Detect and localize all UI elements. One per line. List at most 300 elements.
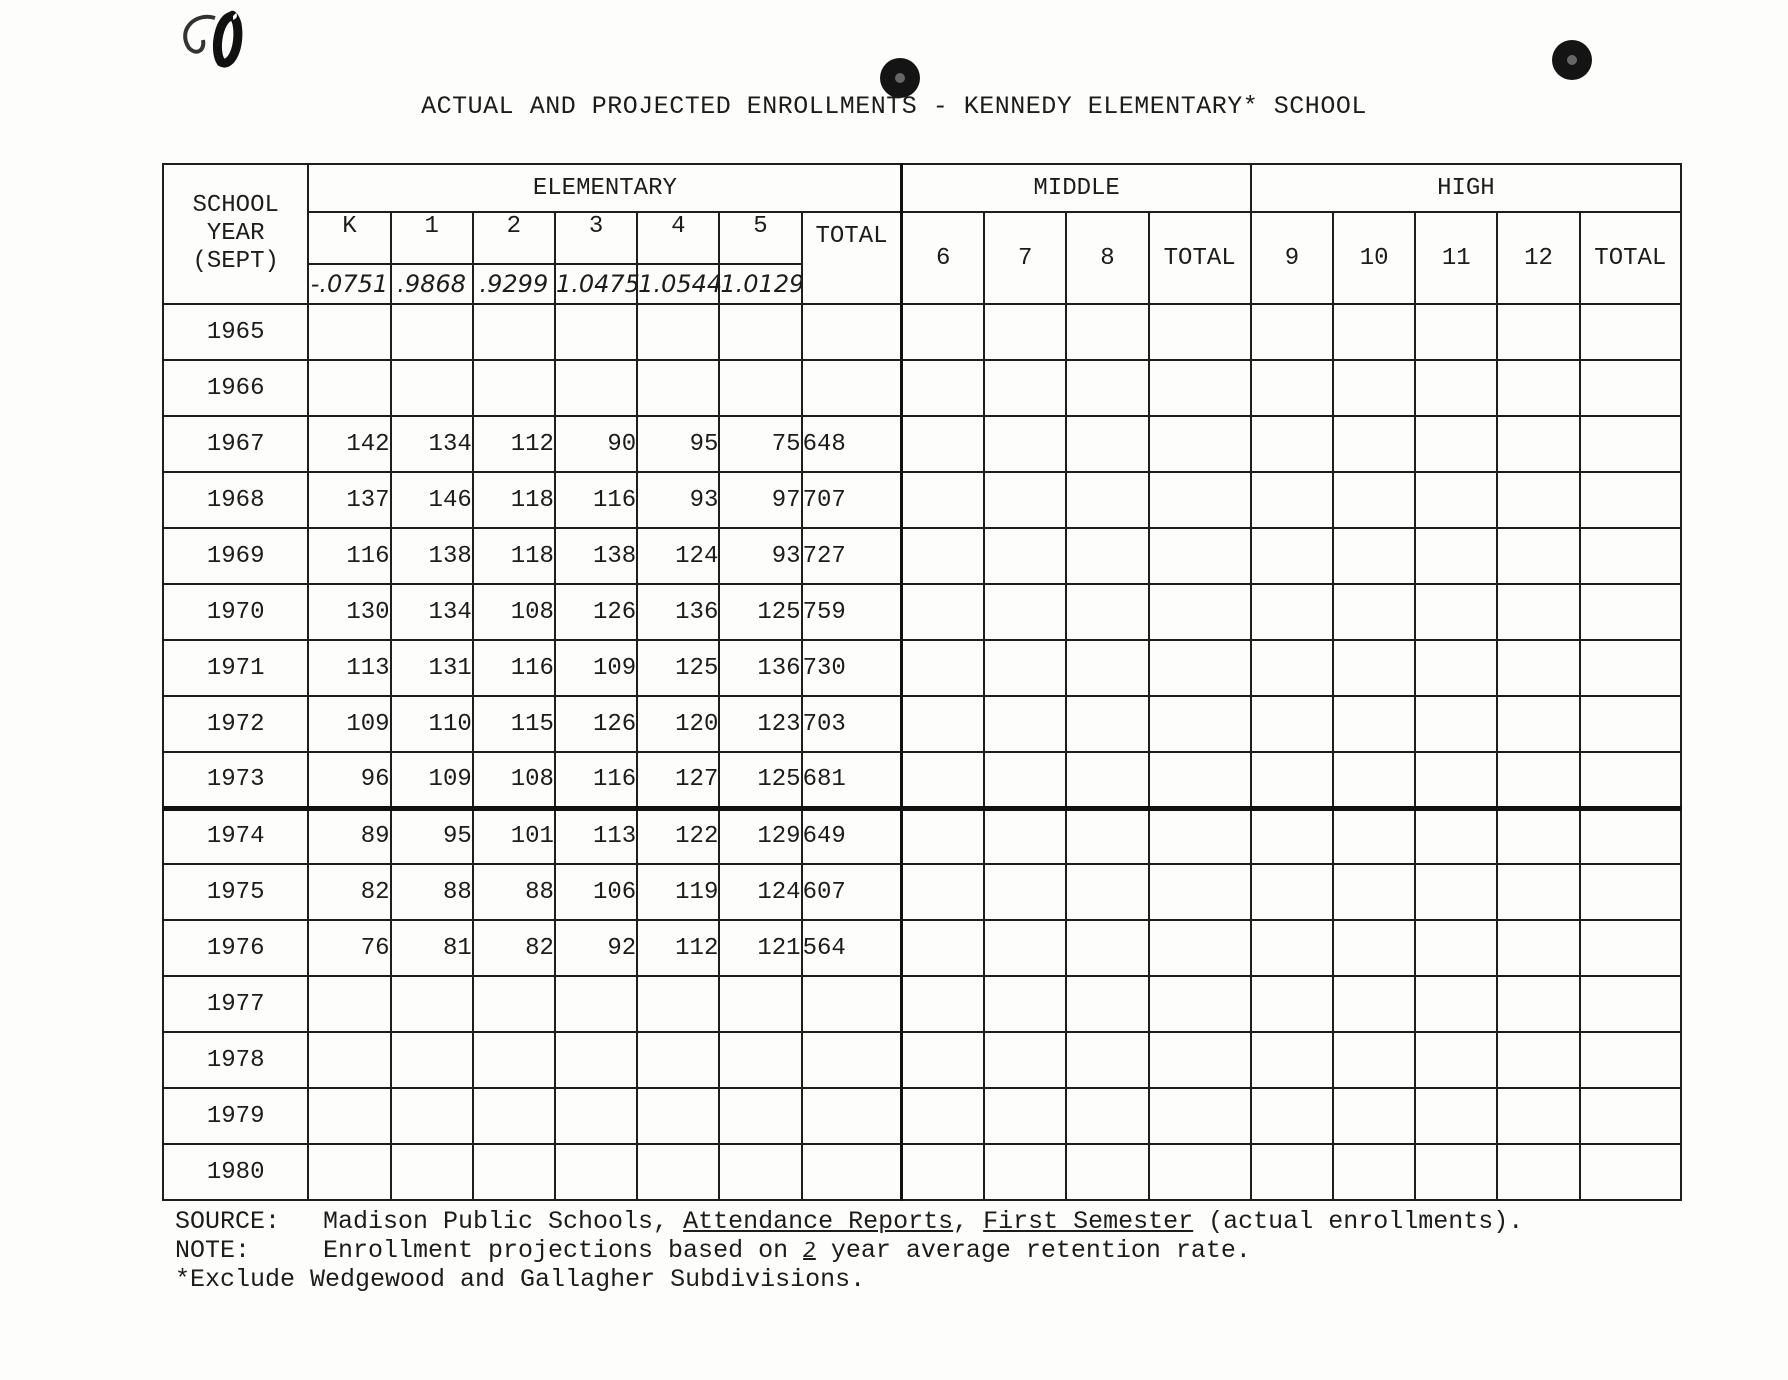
enrollment-cell [719, 976, 801, 1032]
elementary-total-cell [802, 1032, 902, 1088]
empty-cell [1333, 1088, 1415, 1144]
empty-cell [1497, 584, 1579, 640]
empty-cell [902, 416, 984, 472]
empty-cell [1415, 752, 1497, 808]
enrollment-cell: 129 [719, 808, 801, 864]
enrollment-cell [308, 304, 390, 360]
source-text-3: (actual enrollments). [1193, 1207, 1524, 1236]
enrollment-cell [391, 304, 473, 360]
enrollment-cell: 112 [637, 920, 719, 976]
enrollment-cell: 123 [719, 696, 801, 752]
note-handwritten-years: 2 [803, 1238, 816, 1262]
empty-cell [1580, 696, 1681, 752]
enrollment-cell [391, 976, 473, 1032]
grade-9-header: 9 [1251, 212, 1333, 304]
empty-cell [1066, 304, 1148, 360]
empty-cell [1149, 752, 1251, 808]
enrollment-cell: 146 [391, 472, 473, 528]
empty-cell [1580, 920, 1681, 976]
empty-cell [1149, 1144, 1251, 1200]
enrollment-cell: 108 [473, 584, 555, 640]
enrollment-cell: 136 [637, 584, 719, 640]
empty-cell [1149, 304, 1251, 360]
empty-cell [902, 752, 984, 808]
enrollment-cell [719, 1032, 801, 1088]
school-year-cell: 1972 [163, 696, 308, 752]
empty-cell [1333, 416, 1415, 472]
enrollment-cell [473, 976, 555, 1032]
empty-cell [1415, 1088, 1497, 1144]
empty-cell [1066, 920, 1148, 976]
school-year-cell: 1974 [163, 808, 308, 864]
elementary-total-cell: 648 [802, 416, 902, 472]
enrollment-cell: 142 [308, 416, 390, 472]
empty-cell [1415, 1032, 1497, 1088]
empty-cell [1415, 416, 1497, 472]
grade-12-header: 12 [1497, 212, 1579, 304]
enrollment-cell [637, 304, 719, 360]
source-text-2: , [953, 1207, 984, 1236]
empty-cell [1580, 808, 1681, 864]
empty-cell [1415, 360, 1497, 416]
school-year-header: SCHOOL YEAR (SEPT) [163, 164, 308, 304]
empty-cell [1415, 920, 1497, 976]
enrollment-cell: 92 [555, 920, 637, 976]
empty-cell [1066, 640, 1148, 696]
enrollment-cell: 113 [555, 808, 637, 864]
enrollment-cell [473, 1088, 555, 1144]
empty-cell [1066, 976, 1148, 1032]
empty-cell [1333, 808, 1415, 864]
table-row [163, 920, 1681, 976]
school-year-cell: 1971 [163, 640, 308, 696]
empty-cell [984, 304, 1066, 360]
empty-cell [902, 1088, 984, 1144]
elementary-group-header: ELEMENTARY [308, 164, 902, 212]
empty-cell [1580, 584, 1681, 640]
enrollment-cell: 127 [637, 752, 719, 808]
enrollment-cell [719, 360, 801, 416]
enrollment-cell: 88 [391, 864, 473, 920]
empty-cell [1333, 696, 1415, 752]
retention-rate-k: -.0751 [308, 264, 390, 304]
high-group-header: HIGH [1251, 164, 1681, 212]
empty-cell [1333, 976, 1415, 1032]
elementary-total-cell: 759 [802, 584, 902, 640]
enrollment-cell: 118 [473, 472, 555, 528]
empty-cell [1580, 864, 1681, 920]
enrollment-cell [637, 1088, 719, 1144]
enrollment-cell: 96 [308, 752, 390, 808]
enrollment-cell: 125 [719, 752, 801, 808]
enrollment-cell [473, 360, 555, 416]
empty-cell [1415, 472, 1497, 528]
empty-cell [984, 864, 1066, 920]
enrollment-cell: 109 [308, 696, 390, 752]
table-row [163, 808, 1681, 864]
enrollment-cell [555, 304, 637, 360]
empty-cell [902, 864, 984, 920]
empty-cell [902, 808, 984, 864]
enrollment-cell: 90 [555, 416, 637, 472]
enrollment-cell [719, 1144, 801, 1200]
empty-cell [1415, 808, 1497, 864]
enrollment-cell [555, 1032, 637, 1088]
enrollment-cell [473, 1144, 555, 1200]
enrollment-cell [555, 360, 637, 416]
empty-cell [1066, 528, 1148, 584]
grade-7-header: 7 [984, 212, 1066, 304]
enrollment-cell: 82 [308, 864, 390, 920]
table-row [163, 864, 1681, 920]
high-total-header: TOTAL [1580, 212, 1681, 304]
empty-cell [1333, 472, 1415, 528]
source-line [175, 1207, 1523, 1236]
school-year-cell: 1975 [163, 864, 308, 920]
empty-cell [1251, 528, 1333, 584]
empty-cell [1415, 696, 1497, 752]
empty-cell [1149, 528, 1251, 584]
enrollment-cell: 134 [391, 416, 473, 472]
empty-cell [1415, 584, 1497, 640]
empty-cell [1333, 528, 1415, 584]
empty-cell [984, 1144, 1066, 1200]
school-year-cell: 1967 [163, 416, 308, 472]
empty-cell [1497, 1032, 1579, 1088]
empty-cell [1251, 920, 1333, 976]
empty-cell [1251, 696, 1333, 752]
table-row [163, 752, 1681, 808]
empty-cell [1149, 920, 1251, 976]
empty-cell [1497, 304, 1579, 360]
table-row [163, 976, 1681, 1032]
enrollment-cell [719, 304, 801, 360]
empty-cell [902, 1144, 984, 1200]
table-row [163, 696, 1681, 752]
source-first-semester: First Semester [983, 1207, 1194, 1236]
note-text-1: Enrollment projections based on [323, 1236, 804, 1265]
table-row [163, 416, 1681, 472]
empty-cell [1066, 864, 1148, 920]
empty-cell [1497, 752, 1579, 808]
grade-5-header: 5 [719, 212, 801, 264]
empty-cell [984, 696, 1066, 752]
enrollment-cell [308, 360, 390, 416]
empty-cell [1066, 472, 1148, 528]
enrollment-cell: 136 [719, 640, 801, 696]
school-year-cell: 1980 [163, 1144, 308, 1200]
empty-cell [1149, 640, 1251, 696]
enrollment-cell: 121 [719, 920, 801, 976]
table-row [163, 304, 1681, 360]
elementary-total-cell [802, 976, 902, 1032]
enrollment-cell: 118 [473, 528, 555, 584]
empty-cell [902, 304, 984, 360]
enrollment-cell: 125 [637, 640, 719, 696]
table-row [163, 360, 1681, 416]
empty-cell [1497, 472, 1579, 528]
empty-cell [902, 528, 984, 584]
table-row [163, 1032, 1681, 1088]
enrollment-cell [391, 1088, 473, 1144]
enrollment-cell [308, 976, 390, 1032]
punch-hole-right [1552, 40, 1592, 80]
enrollment-cell [637, 1032, 719, 1088]
school-year-cell: 1979 [163, 1088, 308, 1144]
school-year-cell: 1970 [163, 584, 308, 640]
grade-10-header: 10 [1333, 212, 1415, 304]
empty-cell [1333, 1144, 1415, 1200]
empty-cell [1251, 304, 1333, 360]
enrollment-cell: 124 [637, 528, 719, 584]
empty-cell [1066, 1088, 1148, 1144]
note-label: NOTE: [175, 1236, 251, 1265]
empty-cell [984, 920, 1066, 976]
elementary-total-cell: 564 [802, 920, 902, 976]
empty-cell [1251, 1032, 1333, 1088]
empty-cell [984, 360, 1066, 416]
empty-cell [1497, 1144, 1579, 1200]
source-attendance-reports: Attendance Reports [683, 1207, 954, 1236]
empty-cell [1149, 1032, 1251, 1088]
enrollment-cell: 130 [308, 584, 390, 640]
school-year-cell: 1973 [163, 752, 308, 808]
elementary-total-cell: 649 [802, 808, 902, 864]
empty-cell [1333, 640, 1415, 696]
empty-cell [1415, 528, 1497, 584]
table-body [163, 304, 1681, 1200]
grade-1-header: 1 [391, 212, 473, 264]
empty-cell [1333, 360, 1415, 416]
enrollment-cell: 76 [308, 920, 390, 976]
empty-cell [1497, 920, 1579, 976]
note-text-2: year average retention rate. [815, 1236, 1251, 1265]
enrollment-cell [637, 976, 719, 1032]
empty-cell [1580, 472, 1681, 528]
empty-cell [1149, 472, 1251, 528]
table-row [163, 472, 1681, 528]
empty-cell [1149, 1088, 1251, 1144]
enrollment-table [162, 163, 1682, 1201]
empty-cell [984, 584, 1066, 640]
empty-cell [1149, 360, 1251, 416]
empty-cell [1580, 304, 1681, 360]
enrollment-cell [391, 1144, 473, 1200]
page-title: ACTUAL AND PROJECTED ENROLLMENTS - KENNEDY ELEMENTARY* SCHOOL [421, 92, 1367, 121]
empty-cell [1066, 808, 1148, 864]
empty-cell [1415, 864, 1497, 920]
empty-cell [1497, 416, 1579, 472]
empty-cell [1066, 752, 1148, 808]
enrollment-cell: 116 [473, 640, 555, 696]
empty-cell [1251, 416, 1333, 472]
retention-rate-2: .9299 [473, 264, 555, 304]
enrollment-cell [473, 304, 555, 360]
middle-group-header: MIDDLE [902, 164, 1251, 212]
elementary-total-cell [802, 360, 902, 416]
school-year-cell: 1969 [163, 528, 308, 584]
enrollment-cell: 82 [473, 920, 555, 976]
enrollment-cell: 112 [473, 416, 555, 472]
elementary-total-cell: 727 [802, 528, 902, 584]
enrollment-cell: 109 [391, 752, 473, 808]
empty-cell [1251, 360, 1333, 416]
empty-cell [1415, 304, 1497, 360]
empty-cell [984, 1032, 1066, 1088]
enrollment-cell [637, 1144, 719, 1200]
empty-cell [902, 584, 984, 640]
enrollment-cell: 95 [391, 808, 473, 864]
enrollment-cell: 115 [473, 696, 555, 752]
table-row [163, 584, 1681, 640]
enrollment-cell: 137 [308, 472, 390, 528]
grade-6-header: 6 [902, 212, 984, 304]
grade-4-header: 4 [637, 212, 719, 264]
retention-rate-5: 1.0129 [719, 264, 801, 304]
empty-cell [1497, 696, 1579, 752]
enrollment-cell: 116 [555, 752, 637, 808]
elementary-total-header: TOTAL [802, 212, 902, 304]
empty-cell [1251, 976, 1333, 1032]
retention-rate-1: .9868 [391, 264, 473, 304]
school-year-cell: 1977 [163, 976, 308, 1032]
empty-cell [984, 1088, 1066, 1144]
school-year-cell: 1976 [163, 920, 308, 976]
exclusion-line: *Exclude Wedgewood and Gallagher Subdivisions. [175, 1265, 866, 1294]
empty-cell [1580, 1088, 1681, 1144]
enrollment-cell [555, 1088, 637, 1144]
grade-2-header: 2 [473, 212, 555, 264]
enrollment-cell: 122 [637, 808, 719, 864]
enrollment-cell: 116 [555, 472, 637, 528]
retention-rate-4: 1.0544 [637, 264, 719, 304]
empty-cell [1497, 1088, 1579, 1144]
enrollment-cell [308, 1088, 390, 1144]
empty-cell [1251, 640, 1333, 696]
enrollment-cell [473, 1032, 555, 1088]
enrollment-cell: 75 [719, 416, 801, 472]
enrollment-cell: 95 [637, 416, 719, 472]
empty-cell [1149, 808, 1251, 864]
enrollment-cell: 125 [719, 584, 801, 640]
school-year-cell: 1978 [163, 1032, 308, 1088]
enrollment-cell: 116 [308, 528, 390, 584]
enrollment-cell: 126 [555, 696, 637, 752]
empty-cell [1497, 640, 1579, 696]
grade-8-header: 8 [1066, 212, 1148, 304]
enrollment-cell: 134 [391, 584, 473, 640]
empty-cell [1580, 1032, 1681, 1088]
enrollment-cell: 89 [308, 808, 390, 864]
empty-cell [1497, 864, 1579, 920]
empty-cell [984, 528, 1066, 584]
elementary-total-cell: 607 [802, 864, 902, 920]
retention-rate-3: 1.0475 [555, 264, 637, 304]
elementary-total-cell [802, 1088, 902, 1144]
enrollment-cell: 119 [637, 864, 719, 920]
table-row [163, 1088, 1681, 1144]
enrollment-cell [637, 360, 719, 416]
enrollment-cell [391, 360, 473, 416]
empty-cell [1149, 584, 1251, 640]
enrollment-cell [555, 976, 637, 1032]
empty-cell [1333, 920, 1415, 976]
school-year-cell: 1968 [163, 472, 308, 528]
empty-cell [1251, 584, 1333, 640]
empty-cell [1251, 808, 1333, 864]
empty-cell [1497, 360, 1579, 416]
empty-cell [984, 640, 1066, 696]
empty-cell [984, 976, 1066, 1032]
enrollment-cell: 81 [391, 920, 473, 976]
enrollment-cell: 97 [719, 472, 801, 528]
enrollment-cell: 106 [555, 864, 637, 920]
empty-cell [1333, 864, 1415, 920]
empty-cell [1251, 864, 1333, 920]
empty-cell [902, 360, 984, 416]
empty-cell [1066, 360, 1148, 416]
school-year-cell: 1965 [163, 304, 308, 360]
empty-cell [902, 920, 984, 976]
empty-cell [1415, 640, 1497, 696]
grade-k-header: K [308, 212, 390, 264]
empty-cell [1149, 416, 1251, 472]
enrollment-cell: 124 [719, 864, 801, 920]
enrollment-cell [391, 1032, 473, 1088]
grade-11-header: 11 [1415, 212, 1497, 304]
elementary-total-cell: 730 [802, 640, 902, 696]
empty-cell [1333, 1032, 1415, 1088]
empty-cell [1580, 528, 1681, 584]
elementary-total-cell: 707 [802, 472, 902, 528]
handwritten-mark-icon [175, 10, 255, 70]
empty-cell [1580, 640, 1681, 696]
empty-cell [1251, 752, 1333, 808]
empty-cell [1251, 1088, 1333, 1144]
empty-cell [902, 696, 984, 752]
empty-cell [1415, 976, 1497, 1032]
enrollment-cell: 138 [555, 528, 637, 584]
enrollment-cell: 101 [473, 808, 555, 864]
empty-cell [984, 472, 1066, 528]
empty-cell [902, 640, 984, 696]
empty-cell [1415, 1144, 1497, 1200]
empty-cell [1251, 1144, 1333, 1200]
elementary-total-cell [802, 304, 902, 360]
empty-cell [1333, 304, 1415, 360]
note-line [175, 1236, 1523, 1265]
empty-cell [1066, 1032, 1148, 1088]
empty-cell [1066, 1144, 1148, 1200]
empty-cell [1251, 472, 1333, 528]
empty-cell [1066, 584, 1148, 640]
empty-cell [902, 976, 984, 1032]
source-text-1: Madison Public Schools, [323, 1207, 684, 1236]
empty-cell [1580, 1144, 1681, 1200]
table-row [163, 528, 1681, 584]
empty-cell [1066, 416, 1148, 472]
enrollment-cell: 93 [637, 472, 719, 528]
empty-cell [1149, 976, 1251, 1032]
enrollment-cell [308, 1144, 390, 1200]
empty-cell [902, 1032, 984, 1088]
enrollment-cell: 109 [555, 640, 637, 696]
school-year-cell: 1966 [163, 360, 308, 416]
empty-cell [1580, 752, 1681, 808]
enrollment-cell: 110 [391, 696, 473, 752]
empty-cell [984, 808, 1066, 864]
empty-cell [1580, 976, 1681, 1032]
